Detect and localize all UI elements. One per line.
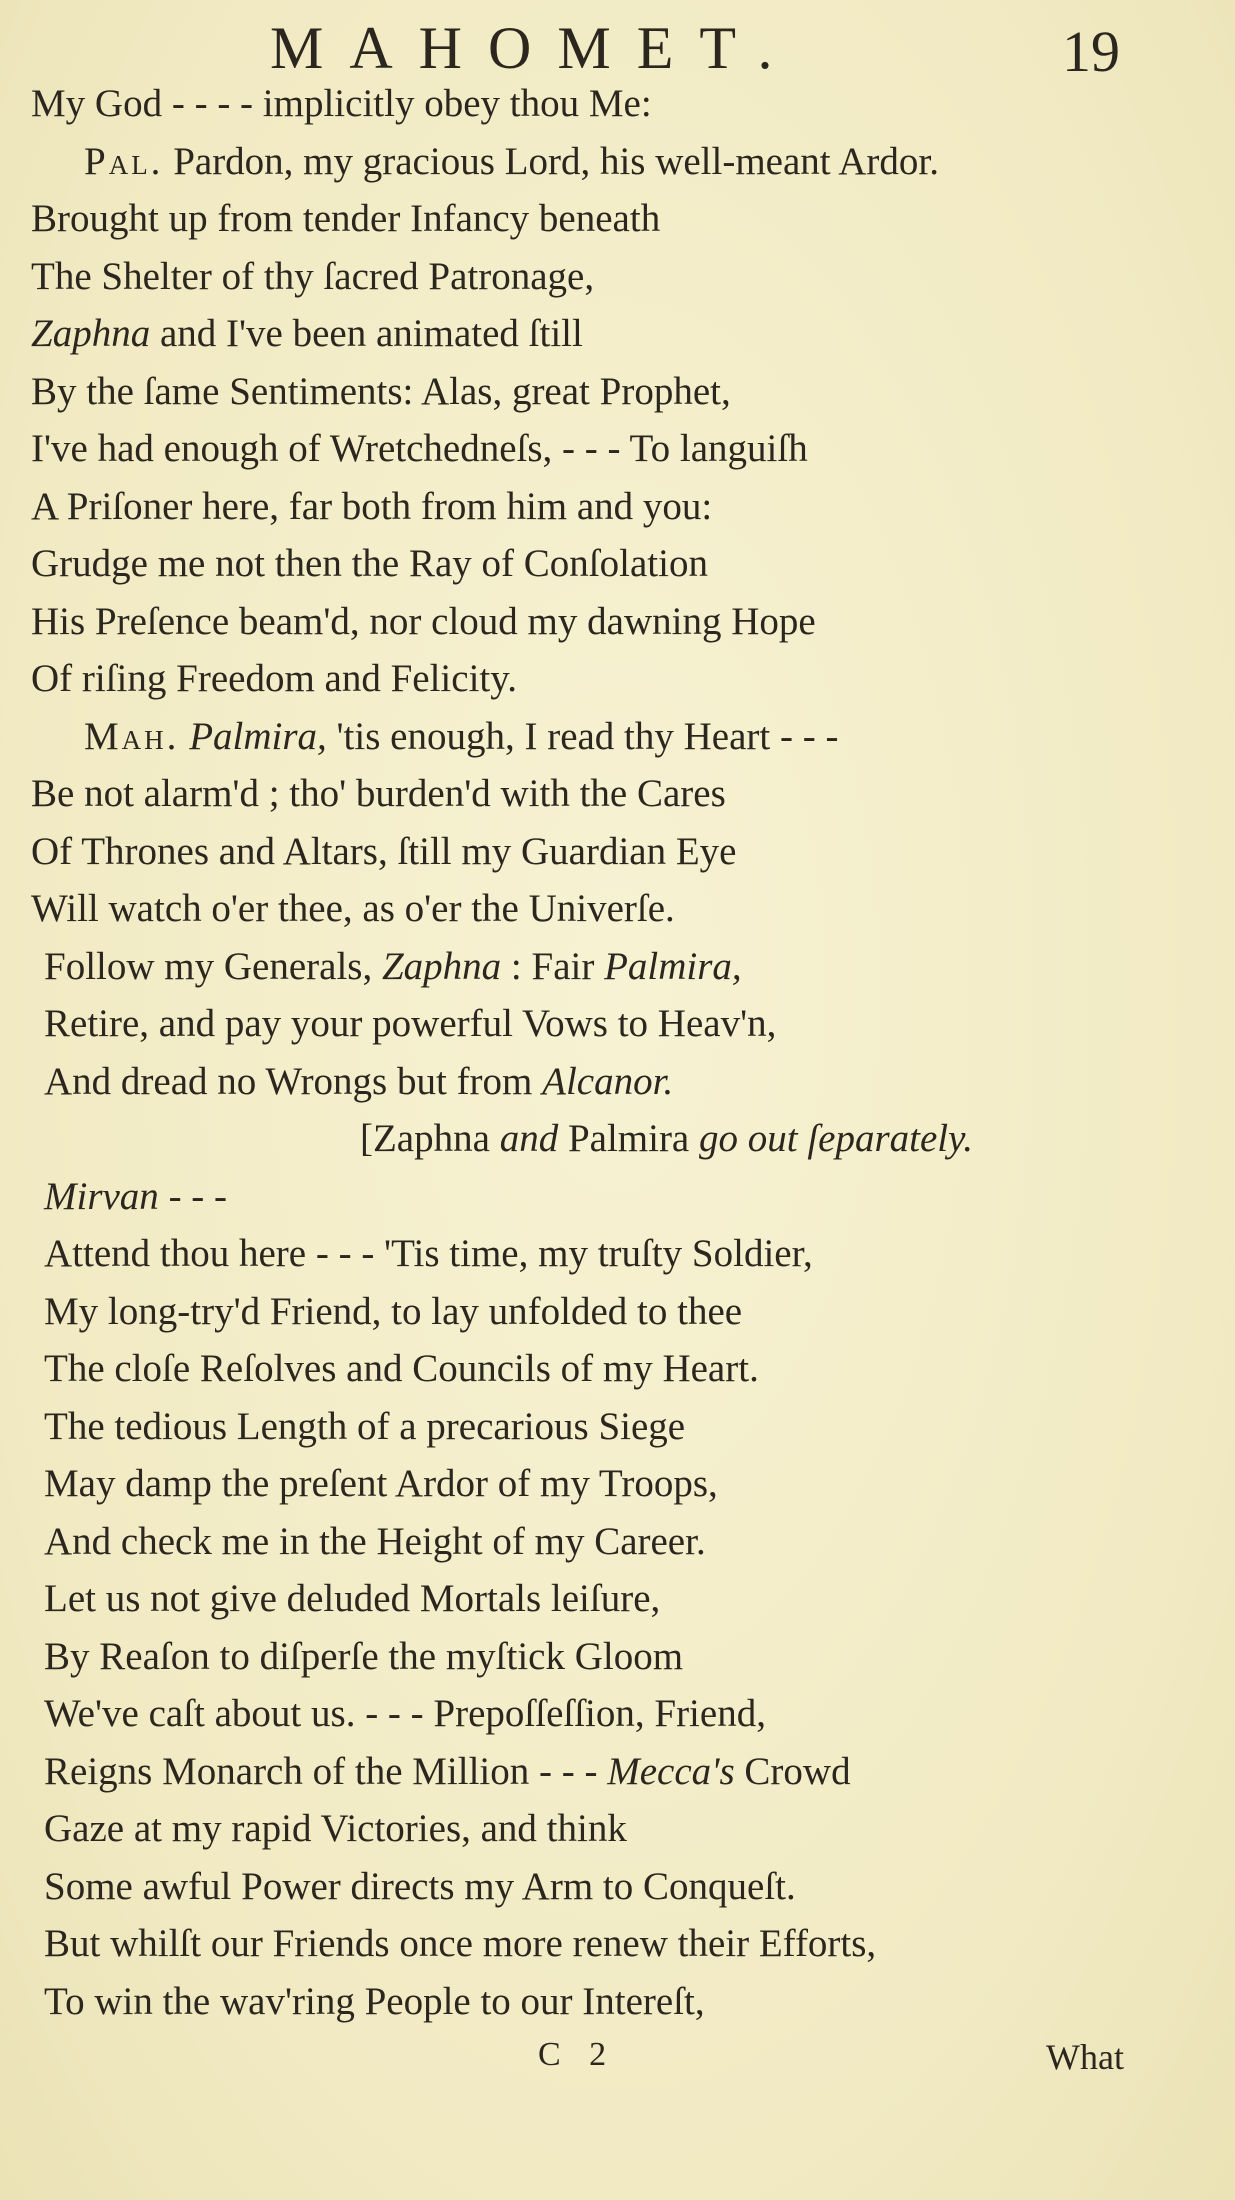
text-line <box>84 713 838 761</box>
text-line <box>44 1345 759 1393</box>
text-segment: We've caſt about us. - - - Prepoſſeſſion, Friend, <box>44 1692 766 1735</box>
text-line <box>31 828 736 876</box>
text-line <box>31 195 660 243</box>
text-line <box>31 368 731 416</box>
text-segment: My long-try'd Friend, to lay unfolded to thee <box>44 1289 743 1333</box>
italic-text: Mirvan <box>44 1174 159 1218</box>
text-line <box>44 1690 766 1738</box>
running-head: MAHOMET. <box>270 15 799 81</box>
text-segment: Follow my Generals, <box>44 944 382 988</box>
text-line <box>44 1288 742 1336</box>
text-segment: - - - <box>158 1174 228 1218</box>
text-segment: 'tis enough, I read thy Heart - - - <box>326 714 839 758</box>
signature-mark: C 2 <box>538 2036 617 2073</box>
text-segment: The cloſe Reſolves and Councils of my Heart. <box>44 1347 759 1390</box>
text-segment: Reigns Monarch of the Million - - - <box>44 1749 608 1793</box>
speaker-name: Pal. <box>84 139 164 183</box>
text-segment: Be not alarm'd ; tho' burden'd with the Cares <box>31 772 726 815</box>
text-line <box>44 1230 813 1278</box>
text-segment: and I've been animated ſtill <box>150 312 583 355</box>
text-segment: Will watch o'er thee, as o'er the Univerſe. <box>31 887 675 930</box>
text-segment: Grudge me not then the Ray of Conſolation <box>31 542 708 585</box>
text-segment: By Reaſon to diſperſe the myſtick Gloom <box>44 1634 684 1678</box>
text-line <box>31 655 517 703</box>
text-segment: And dread no Wrongs but from <box>44 1059 543 1103</box>
text-segment: Of Thrones and Altars, ſtill my Guardian Eye <box>31 829 737 873</box>
text-line <box>44 943 742 991</box>
text-line <box>44 1518 706 1566</box>
text-line <box>44 1000 776 1048</box>
text-segment: His Preſence beam'd, nor cloud my dawning Hope <box>31 599 816 643</box>
text-segment: Let us not give deluded Mortals leiſure, <box>44 1577 661 1620</box>
text-line <box>31 483 712 531</box>
text-line <box>84 138 939 186</box>
text-segment: Palmira <box>558 1117 699 1160</box>
text-line <box>44 1058 673 1106</box>
text-segment: Pardon, my gracious Lord, his well-meant Ardor. <box>163 139 939 183</box>
text-line <box>44 1920 876 1968</box>
text-line <box>31 310 583 358</box>
text-line <box>44 1575 660 1623</box>
text-line <box>31 540 708 588</box>
text-segment: A Priſoner here, far both from him and you: <box>31 484 713 528</box>
text-line <box>44 1460 718 1508</box>
text-segment: Brought up from tender Infancy beneath <box>31 197 661 240</box>
text-line <box>44 1748 851 1796</box>
text-line <box>360 1115 973 1163</box>
text-line <box>44 1978 705 2026</box>
text-line <box>31 80 652 128</box>
italic-text: and <box>499 1117 559 1160</box>
text-segment: Crowd <box>734 1749 851 1793</box>
text-segment: Some awful Power directs my Arm to Conqueſt. <box>44 1864 796 1908</box>
italic-text: Palmira, <box>189 714 327 758</box>
text-segment: And check me in the Height of my Career. <box>44 1519 706 1563</box>
italic-text: Zaphna <box>381 944 502 988</box>
text-segment: : Fair <box>501 944 605 988</box>
text-segment: Retire, and pay your powerful Vows to Heav'n, <box>44 1002 777 1045</box>
text-segment: Of riſing Freedom and Felicity. <box>31 657 517 700</box>
text-line <box>31 253 594 301</box>
speaker-name: Mah. <box>84 714 180 758</box>
text-line <box>44 1863 796 1911</box>
text-segment: May damp the preſent Ardor of my Troops, <box>44 1462 718 1505</box>
text-segment: By the ſame Sentiments: Alas, great Prophet, <box>31 369 731 413</box>
italic-text: Palmira, <box>604 944 742 988</box>
text-line <box>31 885 675 933</box>
text-line <box>31 770 726 818</box>
text-line <box>44 1173 227 1221</box>
text-line <box>31 425 808 473</box>
text-segment: I've had enough of Wretchedneſs, - - - To languiſh <box>31 427 808 470</box>
catchword: What <box>1046 2037 1124 2077</box>
text-segment: The tedious Length of a precarious Siege <box>44 1404 686 1448</box>
italic-text: Zaphna <box>31 312 151 355</box>
italic-text: Mecca's <box>607 1749 735 1793</box>
text-line <box>31 598 816 646</box>
text-line <box>44 1805 627 1853</box>
text-segment: Gaze at my rapid Victories, and think <box>44 1807 627 1850</box>
text-segment: But whilſt our Friends once more renew their Efforts, <box>44 1922 877 1965</box>
page-number: 19 <box>1062 19 1120 84</box>
italic-text: go out ſeparately. <box>699 1117 974 1160</box>
italic-text: Alcanor. <box>542 1059 674 1103</box>
text-segment: The Shelter of thy ſacred Patronage, <box>31 254 595 298</box>
text-segment: To win the wav'ring People to our Intereſt, <box>44 1979 705 2023</box>
text-segment <box>179 715 189 758</box>
text-segment: My God - - - - implicitly obey thou Me: <box>31 82 652 125</box>
text-segment: Attend thou here - - - 'Tis time, my truſty Soldier, <box>44 1232 813 1275</box>
text-line <box>44 1633 683 1681</box>
text-segment: [Zaphna <box>360 1117 500 1160</box>
text-line <box>44 1403 685 1451</box>
